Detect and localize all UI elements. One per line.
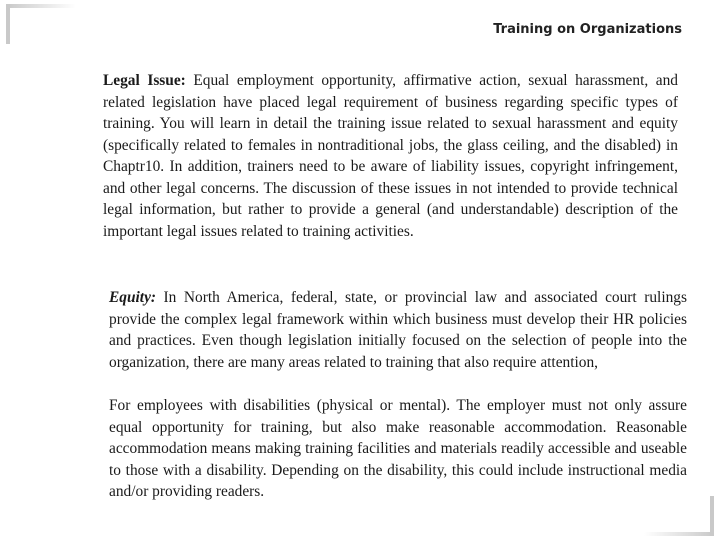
frame-corner-bottom-right — [710, 496, 714, 536]
legal-issue-text: Equal employment opportunity, affirmative action, sexual harassment, and related legislation have placed legal requirement of business regarding specific types of training. You will learn in detail the training issue related to sexual harassment and equity (specifically related to females in nontraditional jobs, the glass ceiling, and the disabled) in Chaptr10. In addition, trainers need to be aware of liability issues, copyright infringement, and other legal concerns. The discussion of these issues in not intended to provide technical legal information, but rather to provide a general (and understandable) description of the important legal issues related to training activities. — [103, 72, 678, 240]
frame-corner-top-left — [6, 4, 10, 44]
frame-corner-top-left-horizontal — [6, 4, 76, 8]
frame-corner-bottom-right-horizontal — [644, 532, 714, 536]
page-title: Training on Organizations — [493, 22, 682, 37]
equity-text: In North America, federal, state, or provincial law and associated court rulings provide the complex legal framework within which business must develop their HR policies and practices. Even though legislation initially focused on the selection of people into the organization, there are many areas related to training that also require attention, — [109, 289, 687, 371]
disabilities-paragraph: For employees with disabilities (physical or mental). The employer must not only assure equal opportunity for training, but also make reasonable accommodation. Reasonable accommodation means making training facilities and materials readily accessible and useable to those with a disability. Depending on the disability, this could include instructional media and/or providing readers. — [109, 397, 687, 500]
legal-issue-paragraph — [103, 70, 678, 242]
equity-paragraph — [109, 287, 687, 373]
legal-issue-heading: Legal Issue: — [103, 72, 186, 89]
equity-heading: Equity: — [109, 289, 157, 306]
